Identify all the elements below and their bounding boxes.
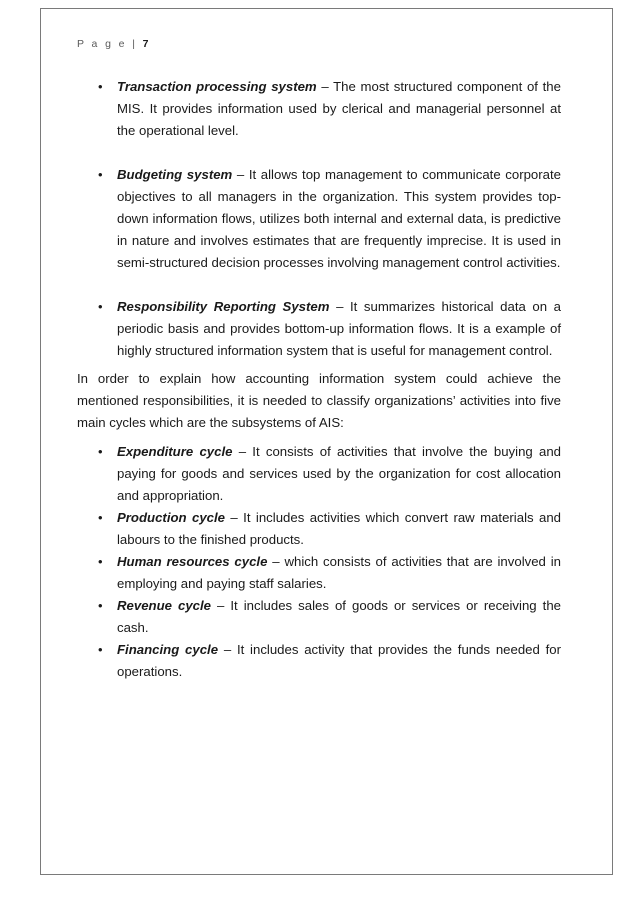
item-text: It allows top management to communicate corporate objectives to all managers in the organization. This system provides top-down information flows, utilizes both internal and external data, is predictive in nature and involves estimates that are frequently imprecise. It is used in semi-structured decision processes involving management control activities. [117, 167, 561, 270]
list-item [77, 551, 561, 595]
bullet-icon: • [98, 554, 103, 569]
bullet-icon: • [98, 598, 103, 613]
item-text: It summarizes historical data on a periodic basis and provides bottom-up information flows. It is a example of highly structured information system that is useful for management control. [117, 299, 561, 358]
item-term: Revenue cycle [117, 598, 211, 613]
item-separator: – [267, 554, 285, 569]
item-separator: – [225, 510, 244, 525]
list-item [77, 507, 561, 551]
list-item [77, 441, 561, 507]
item-term: Human resources cycle [117, 554, 268, 569]
item-separator: – [218, 642, 237, 657]
cycles-list [77, 441, 561, 683]
bullet-icon: • [98, 510, 103, 525]
list-item [77, 296, 561, 362]
item-separator: – [316, 79, 334, 94]
page-label: P a g e | [77, 38, 138, 50]
page-header [77, 38, 149, 50]
list-item [77, 639, 561, 683]
item-separator: – [232, 444, 253, 459]
item-text: It includes sales of goods or services or receiving the cash. [117, 598, 561, 635]
list-item [77, 164, 561, 274]
bullet-icon: • [98, 642, 103, 657]
item-text: It consists of activities that involve the buying and paying for goods and services used by the organization for cost allocation and appropriation. [117, 444, 561, 503]
item-separator: – [211, 598, 231, 613]
body-paragraph: In order to explain how accounting information system could achieve the mentioned responsibilities, it is needed to classify organizations’ activities into five main cycles which are the subsystems of AIS: [77, 371, 561, 430]
bullet-icon: • [98, 79, 103, 94]
item-text: It includes activity that provides the funds needed for operations. [117, 642, 561, 679]
item-term: Responsibility Reporting System [117, 299, 330, 314]
item-term: Production cycle [117, 510, 226, 525]
item-text: It includes activities which convert raw materials and labours to the finished products. [117, 510, 562, 547]
document-body [77, 76, 561, 683]
item-separator: – [329, 299, 350, 314]
bullet-icon: • [98, 167, 103, 182]
item-term: Transaction processing system [117, 79, 317, 94]
bullet-icon: • [98, 444, 103, 459]
item-text: The most structured component of the MIS. It provides information used by clerical and managerial personnel at the operational level. [117, 79, 561, 138]
item-term: Financing cycle [117, 642, 219, 657]
bullet-icon: • [98, 299, 103, 314]
item-text: which consists of activities that are involved in employing and paying staff salaries. [117, 554, 561, 591]
item-separator: – [232, 167, 249, 182]
page-number: 7 [142, 38, 149, 50]
list-item [77, 595, 561, 639]
item-term: Expenditure cycle [117, 444, 233, 459]
item-term: Budgeting system [117, 167, 233, 182]
list-item [77, 76, 561, 142]
system-list [77, 76, 561, 362]
